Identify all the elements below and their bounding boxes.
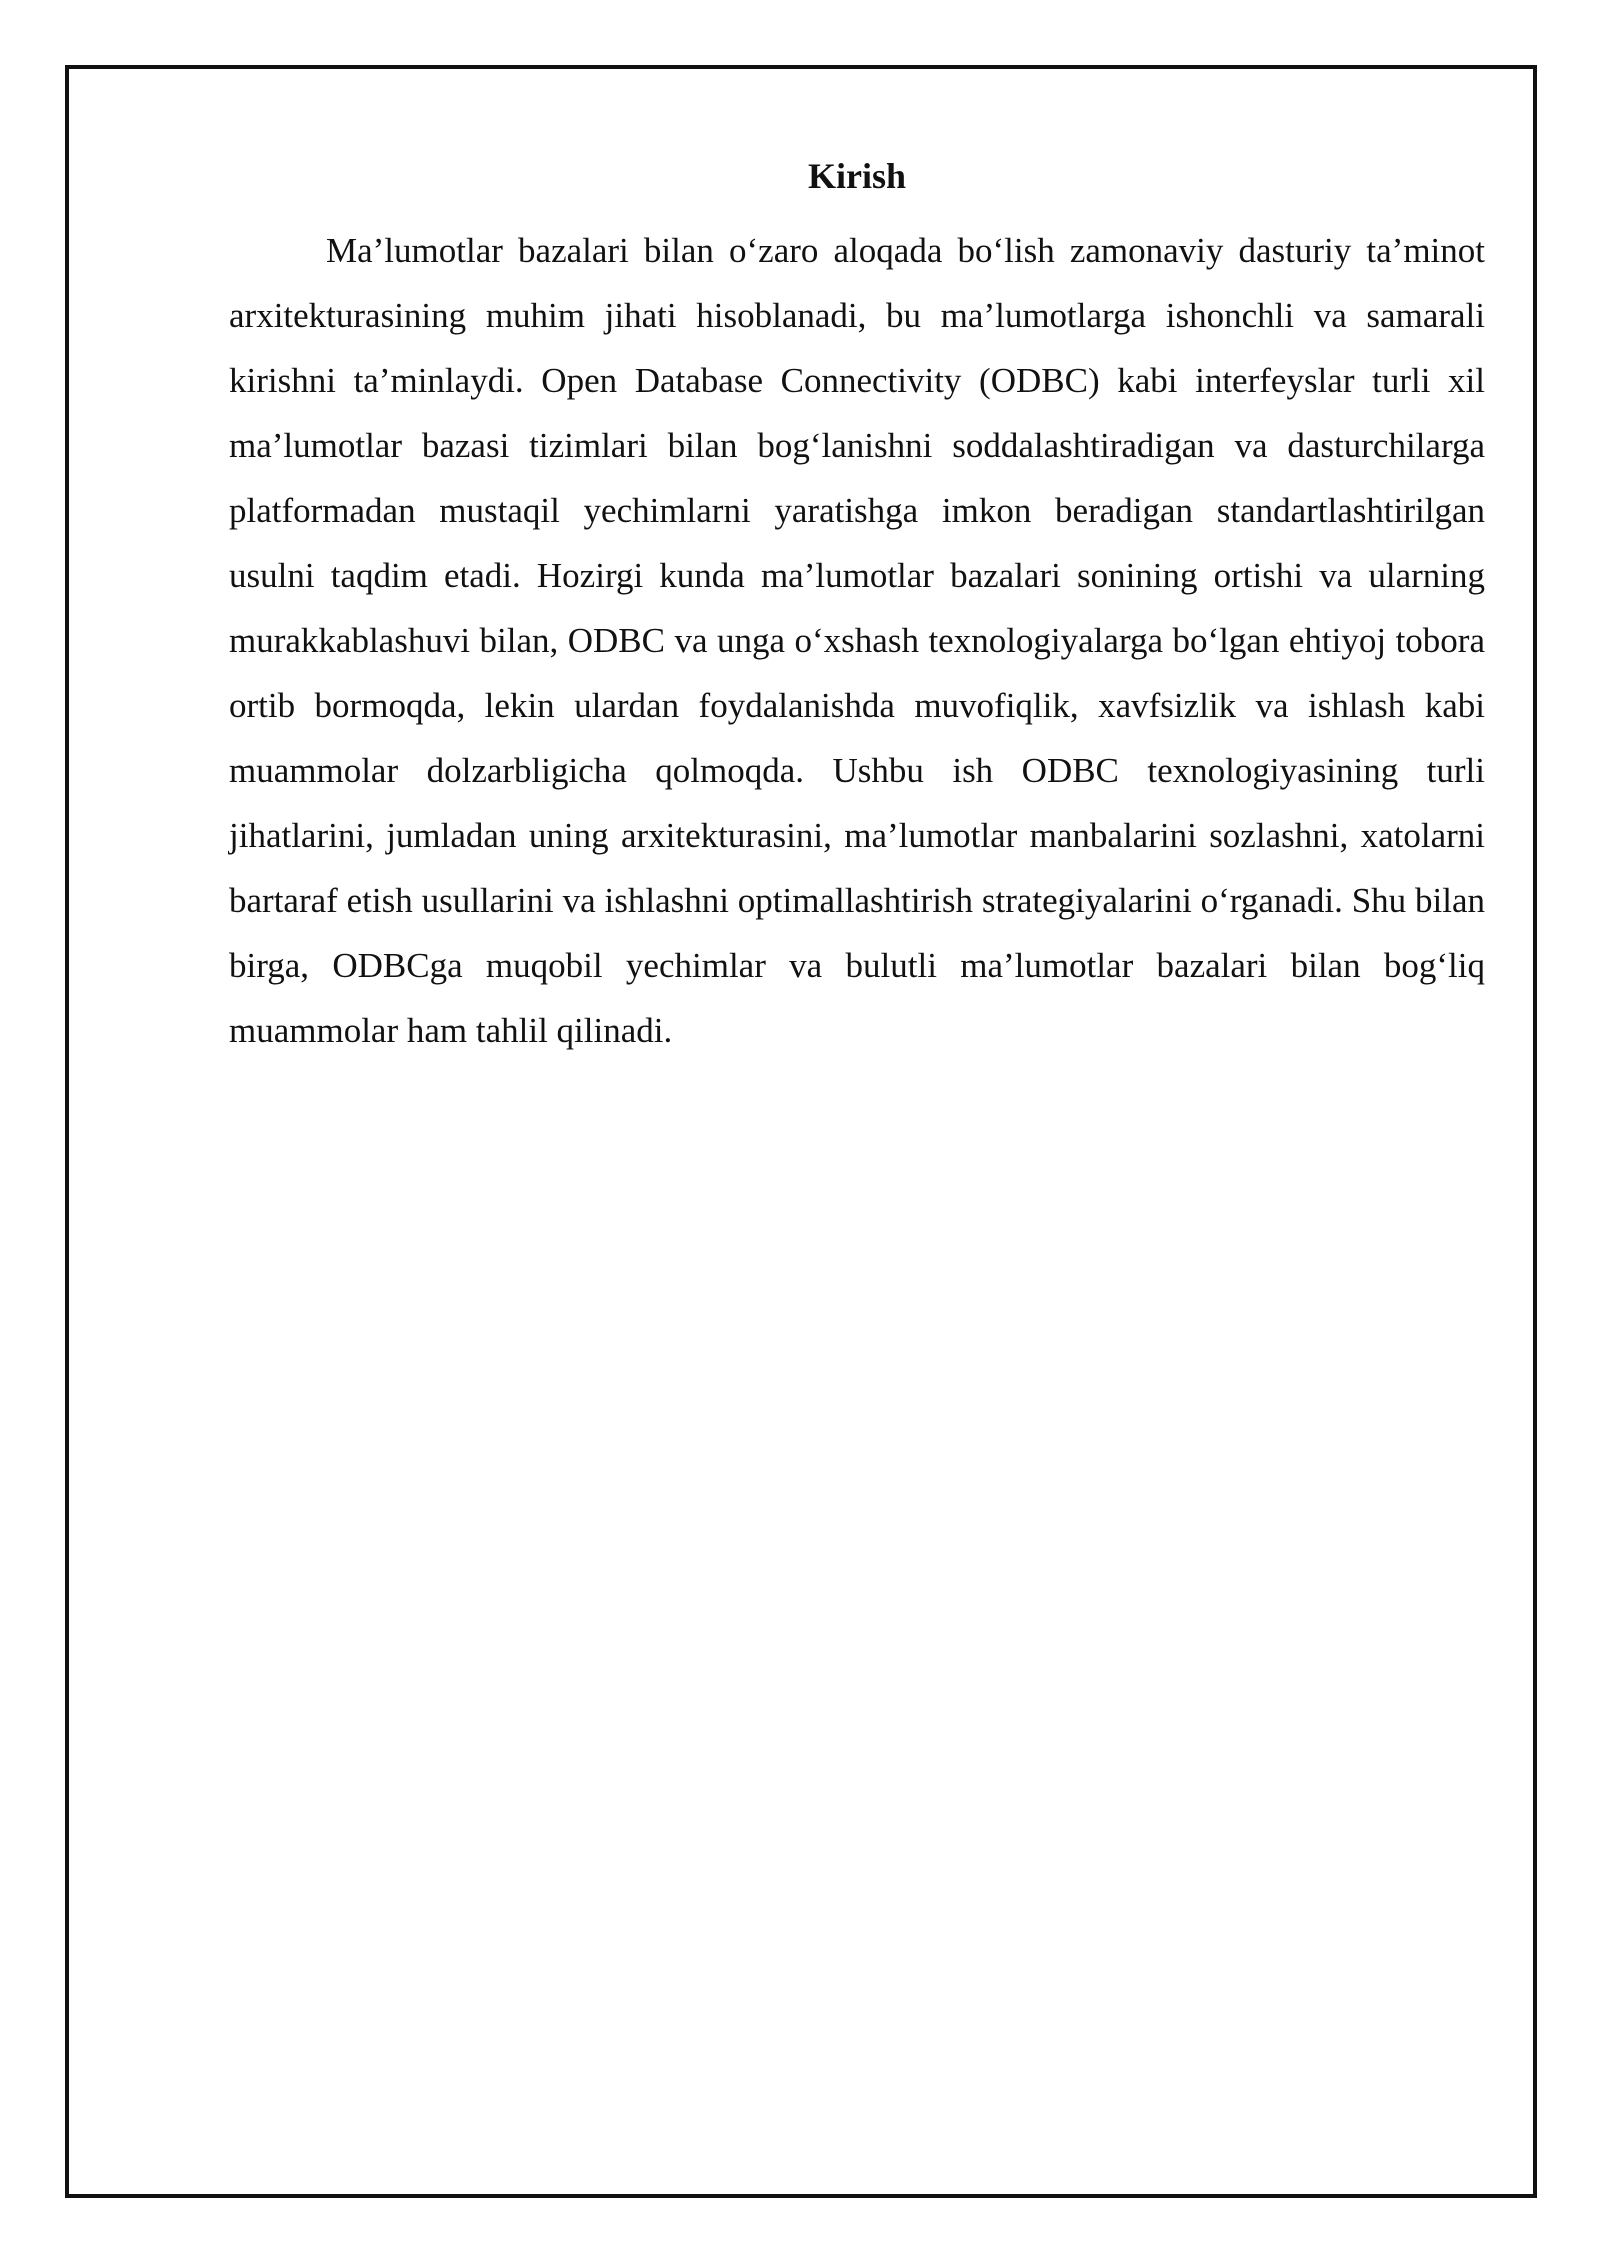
document-content xyxy=(229,148,1485,1063)
page-title: Kirish xyxy=(807,156,906,196)
body-paragraph: Ma’lumotlar bazalari bilan o‘zaro aloqada bo‘lish zamonaviy dasturiy ta’minot arxitekturasining muhim jihati hisoblanadi, bu ma’lumotlarga ishonchli va samarali kirishni ta’minlaydi. Open Database Connectivity (ODBC) kabi interfeyslar turli xil ma’lumotlar bazasi tizimlari bilan bog‘lanishni soddalashtiradigan va dasturchilarga platformadan mustaqil yechimlarni yaratishga imkon beradigan standartlashtirilgan usulni taqdim etadi. Hozirgi kunda ma’lumotlar bazalari sonining ortishi va ularning murakkablashuvi bilan, ODBC va unga o‘xshash texnologiyalarga bo‘lgan ehtiyoj tobora ortib bormoqda, lekin ulardan foydalanishda muvofiqlik, xavfsizlik va ishlash kabi muammolar dolzarbligicha qolmoqda. Ushbu ish ODBC texnologiyasining turli jihatlarini, jumladan uning arxitekturasini, ma’lumotlar manbalarini sozlashni, xatolarni bartaraf etish usullarini va ishlashni optimallashtirish strategiyalarini o‘rganadi. Shu bilan birga, ODBCga muqobil yechimlar va bulutli ma’lumotlar bazalari bilan bog‘liq muammolar ham tahlil qilinadi. xyxy=(229,231,1485,1050)
